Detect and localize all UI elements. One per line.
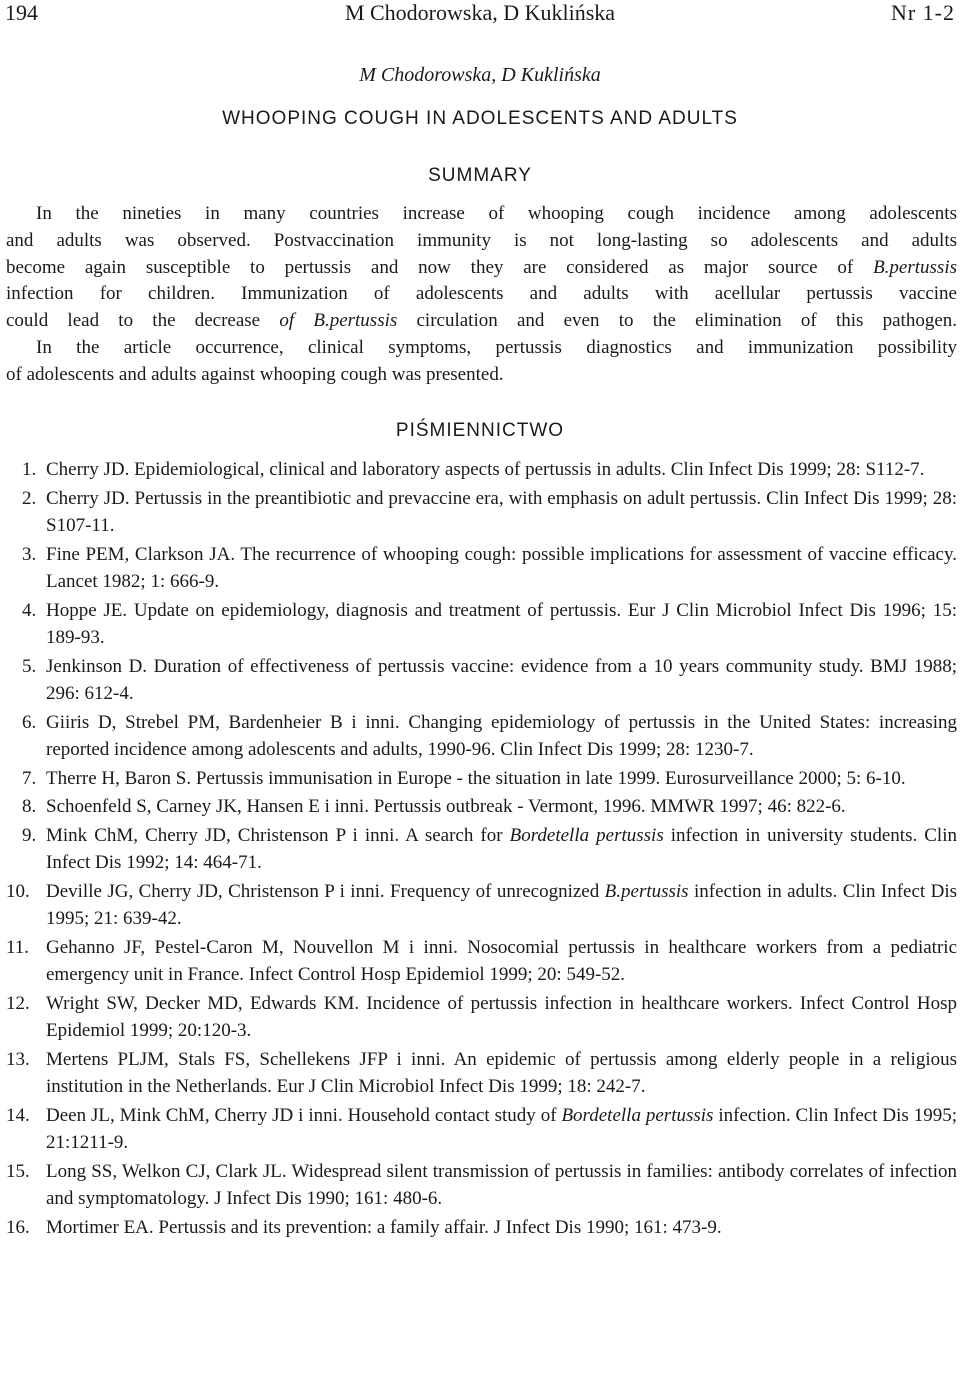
reference-item: [6, 709, 957, 764]
species-name: Bordetella pertussis: [509, 824, 664, 846]
species-name: Bordetella pertussis: [561, 1104, 714, 1126]
summary-line: In the nineties in many countries increase of whooping cough incidence among adolescents: [36, 203, 957, 224]
summary-paragraph: [6, 201, 957, 389]
reference-number: 10.: [6, 880, 30, 902]
reference-number: 3.: [22, 543, 37, 565]
reference-text: Cherry JD. Pertussis in the preantibiotic and prevaccine era, with emphasis on adult pertussis. Clin Infect Dis 1999; 28: S107-11.: [46, 487, 957, 536]
species-name: B.pertussis: [873, 256, 957, 278]
reference-number: 2.: [22, 487, 37, 509]
summary-line: [6, 308, 957, 335]
article-authors: M Chodorowska, D Kuklińska: [359, 64, 601, 86]
reference-text: Cherry JD. Epidemiological, clinical and laboratory aspects of pertussis in adults. Clin Infect Dis 1999; 28: S112-7.: [46, 459, 925, 480]
reference-text: Schoenfeld S, Carney JK, Hansen E i inni. Pertussis outbreak - Vermont, 1996. MMWR 1997; 46: 822-6.: [46, 796, 846, 817]
reference-number: 8.: [22, 796, 37, 817]
reference-item: [6, 765, 957, 793]
summary-text: become again susceptible to pertussis and now they are considered as major source of: [6, 256, 874, 278]
reference-list: [6, 456, 957, 1242]
reference-text: [46, 1102, 957, 1157]
issue-number: Nr 1-2: [890, 0, 955, 25]
species-name: B.pertussis: [604, 880, 689, 902]
reference-item: [6, 485, 957, 540]
reference-text: Therre H, Baron S. Pertussis immunisation in Europe - the situation in late 1999. Eurosurveillance 2000; 5: 6-10.: [46, 767, 906, 789]
reference-text: Hoppe JE. Update on epidemiology, diagnosis and treatment of pertussis. Eur J Clin Microbiol Infect Dis 1996; 15: 189-93.: [46, 599, 957, 648]
reference-number: 7.: [22, 767, 37, 789]
reference-text: Wright SW, Decker MD, Edwards KM. Incidence of pertussis infection in healthcare workers. Infect Control Hosp Epidemiol 1999; 20:120-3.: [46, 992, 957, 1041]
reference-item: [6, 456, 957, 484]
reference-number: 4.: [22, 599, 37, 621]
reference-item: [6, 597, 957, 652]
reference-number: 15.: [6, 1160, 30, 1182]
reference-number: 13.: [6, 1048, 30, 1070]
reference-text-part: Deen JL, Mink ChM, Cherry JD i inni. Household contact study of: [46, 1104, 562, 1126]
reference-number: 9.: [22, 824, 37, 846]
article-title: WHOOPING COUGH IN ADOLESCENTS AND ADULTS: [222, 108, 738, 129]
summary-heading: SUMMARY: [428, 165, 532, 186]
reference-item: [6, 1102, 957, 1157]
reference-text: Fine PEM, Clarkson JA. The recurrence of whooping cough: possible implications for assessment of vaccine efficacy. Lancet 1982; 1: 666-9.: [46, 543, 957, 592]
running-head: [5, 0, 955, 26]
references-heading: PIŚMIENNICTWO: [395, 420, 565, 441]
reference-item: [6, 793, 957, 821]
reference-text-part: infection. Clin Infect Dis 1995; 21:1211-9.: [46, 1104, 957, 1153]
species-name: of B.pertussis: [279, 310, 398, 332]
reference-text: Long SS, Welkon CJ, Clark JL. Widespread silent transmission of pertussis in families: antibody correlates of infection and symptomatology. J Infect Dis 1990; 161: 480-6.: [46, 1160, 957, 1209]
page-number: 194: [5, 0, 38, 25]
reference-number: 1.: [22, 459, 37, 480]
reference-item: [6, 822, 957, 877]
reference-text-part: infection in adults. Clin Infect Dis 1995; 21: 639-42.: [46, 880, 957, 929]
reference-number: 12.: [6, 992, 30, 1014]
reference-text-part: Deville JG, Cherry JD, Christenson P i inni. Frequency of unrecognized: [46, 880, 605, 902]
reference-number: 16.: [6, 1216, 30, 1238]
reference-text: [46, 822, 957, 877]
reference-text-part: Mink ChM, Cherry JD, Christenson P i inni. A search for: [46, 824, 510, 846]
reference-item: [6, 1046, 957, 1101]
summary-line: and adults was observed. Postvaccination immunity is not long-lasting so adolescents and adults: [6, 229, 957, 251]
reference-text: [46, 878, 957, 933]
reference-number: 14.: [6, 1104, 30, 1126]
reference-text: Gehanno JF, Pestel-Caron M, Nouvellon M i inni. Nosocomial pertussis in healthcare workers from a pediatric emergency unit in France. Infect Control Hosp Epidemiol 1999; 20: 549-52.: [46, 936, 957, 985]
summary-line: In the article occurrence, clinical symptoms, pertussis diagnostics and immunization possibility: [36, 336, 957, 358]
reference-number: 6.: [22, 711, 37, 733]
summary-line: [6, 255, 957, 282]
reference-number: 5.: [22, 655, 37, 677]
summary-text: circulation and even to the elimination of this pathogen.: [397, 310, 958, 332]
reference-item: [6, 653, 957, 708]
reference-item: [6, 878, 957, 933]
reference-text-part: infection in university students. Clin Infect Dis 1992; 14: 464-71.: [46, 824, 957, 873]
reference-item: [6, 1214, 957, 1242]
summary-line: infection for children. Immunization of adolescents and adults with acellular pertussis vaccine: [6, 283, 957, 305]
summary-line: of adolescents and adults against whooping cough was presented.: [6, 363, 504, 385]
running-head-title: M Chodorowska, D Kuklińska: [344, 0, 616, 25]
reference-text: Jenkinson D. Duration of effectiveness of pertussis vaccine: evidence from a 10 years community study. BMJ 1988; 296: 612-4.: [46, 655, 957, 704]
reference-text: Mertens PLJM, Stals FS, Schellekens JFP i inni. An epidemic of pertussis among elderly people in a religious institution in the Netherlands. Eur J Clin Microbiol Infect Dis 1999; 18: 242-7.: [46, 1048, 957, 1097]
reference-text: Mortimer EA. Pertussis and its prevention: a family affair. J Infect Dis 1990; 161: 473-9.: [46, 1216, 722, 1238]
reference-number: 11.: [6, 936, 30, 958]
reference-item: [6, 934, 957, 989]
reference-text: Giiris D, Strebel PM, Bardenheier B i inni. Changing epidemiology of pertussis in the United States: increasing reported incidence among adolescents and adults, 1990-96. Clin Infect Dis 1999; 28: 1230-7.: [46, 711, 957, 760]
reference-item: [6, 541, 957, 596]
summary-text: could lead to the decrease: [6, 310, 280, 332]
reference-item: [6, 1158, 957, 1213]
reference-item: [6, 990, 957, 1045]
